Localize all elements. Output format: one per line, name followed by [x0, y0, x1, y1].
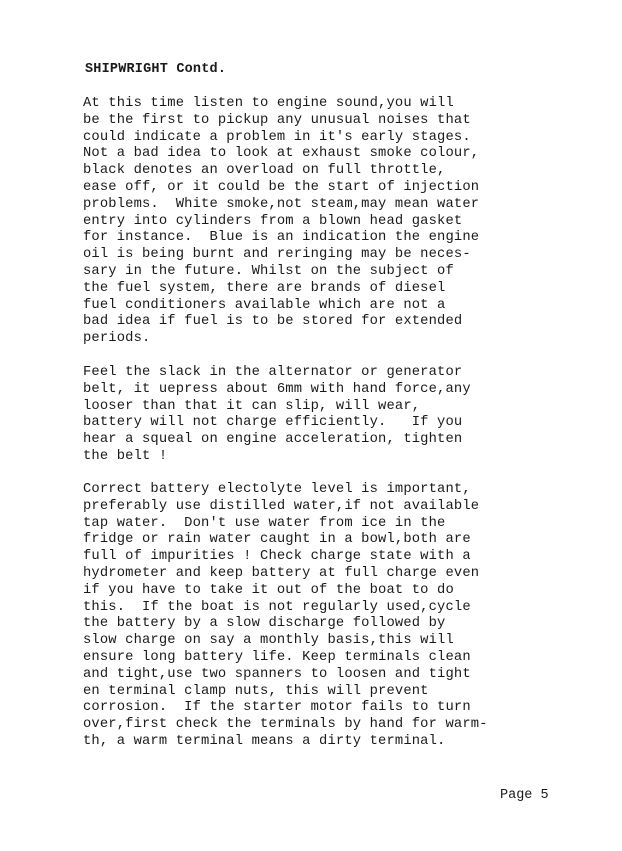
text-line: black denotes an overload on full throttle, [83, 163, 446, 179]
paragraph-engine-sound [83, 96, 553, 348]
text-line: for instance. Blue is an indication the engine [83, 230, 480, 246]
text-line: full of impurities ! Check charge state with a [83, 549, 471, 565]
text-line: en terminal clamp nuts, this will prevent [83, 683, 429, 699]
text-line: problems. White smoke,not steam,may mean water [83, 196, 480, 212]
text-line: over,first check the terminals by hand for warm- [83, 717, 488, 733]
text-line: fridge or rain water caught in a bowl,both are [83, 532, 471, 548]
text-line: fuel conditioners available which are not a [83, 297, 446, 313]
text-line: this. If the boat is not regularly used,cycle [83, 599, 471, 615]
text-line: belt, it uepress about 6mm with hand force,any [83, 381, 471, 397]
text-line: and tight,use two spanners to loosen and tight [83, 666, 471, 682]
text-line: slow charge on say a monthly basis,this will [83, 633, 454, 649]
text-line: th, a warm terminal means a dirty terminal. [83, 733, 446, 749]
text-line: the belt ! [83, 448, 168, 464]
text-line: looser than that it can slip, will wear, [83, 398, 421, 414]
text-line: the battery by a slow discharge followed by [83, 616, 446, 632]
text-line: bad idea if fuel is to be stored for extended [83, 314, 463, 330]
text-line: ensure long battery life. Keep terminals clean [83, 649, 471, 665]
text-line: Not a bad idea to look at exhaust smoke colour, [83, 146, 480, 162]
text-line: preferably use distilled water,if not available [83, 498, 480, 514]
text-line: hydrometer and keep battery at full charge even [83, 565, 480, 581]
text-line: be the first to pickup any unusual noises that [83, 112, 471, 128]
text-line: hear a squeal on engine acceleration, tighten [83, 432, 463, 448]
text-line: Correct battery electolyte level is important, [83, 482, 471, 497]
text-line: sary in the future. Whilst on the subject of [83, 263, 454, 279]
text-line: oil is being burnt and reringing may be neces- [83, 247, 471, 263]
text-line: if you have to take it out of the boat to do [83, 582, 454, 598]
text-line: periods. [83, 331, 151, 347]
paragraph-alternator-belt [83, 365, 553, 466]
text-line: ease off, or it could be the start of injection [83, 179, 480, 195]
page-number: Page 5 [500, 788, 549, 803]
text-line: Feel the slack in the alternator or generator [83, 365, 463, 380]
text-line: battery will not charge efficiently. If you [83, 415, 463, 431]
text-line: corrosion. If the starter motor fails to turn [83, 700, 471, 716]
text-line: At this time listen to engine sound,you will [83, 96, 454, 111]
text-line: could indicate a problem in it's early stages. [83, 129, 471, 145]
text-line: entry into cylinders from a blown head gasket [83, 213, 463, 229]
text-line: the fuel system, there are brands of diesel [83, 280, 446, 296]
paragraph-battery [83, 482, 553, 751]
page-heading: SHIPWRIGHT Contd. [85, 62, 227, 77]
text-line: tap water. Don't use water from ice in the [83, 515, 446, 531]
